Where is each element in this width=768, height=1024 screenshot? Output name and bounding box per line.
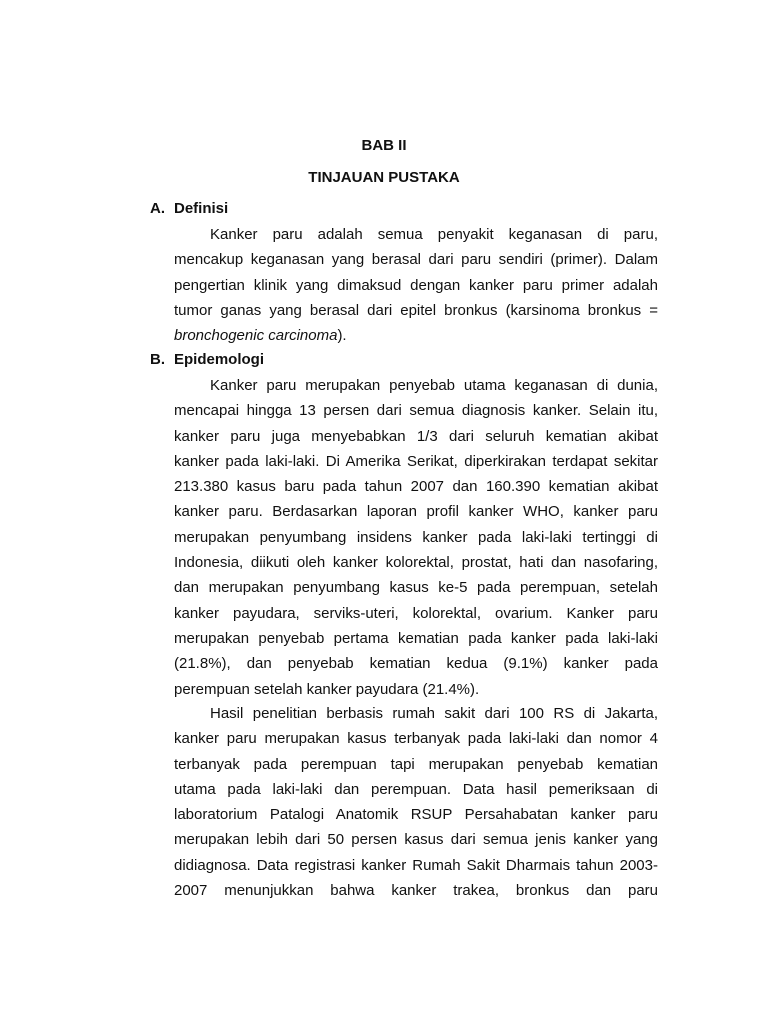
paragraph-line: utama pada laki-laki dan perempuan. Data hasil pemeriksaan di <box>174 780 658 798</box>
paragraph-line: merupakan penyumbang insidens kanker pada laki-laki tertinggi di <box>174 528 658 546</box>
paragraph-definisi <box>174 222 658 348</box>
chapter-number: BAB II <box>361 137 407 154</box>
paragraph-line: (21.8%), dan penyebab kematian kedua (9.1%) kanker pada <box>174 655 658 673</box>
chapter-title: TINJAUAN PUSTAKA <box>308 169 460 186</box>
paragraph-line: laboratorium Patalogi Anatomik RSUP Persahabatan kanker paru <box>174 806 658 824</box>
paragraph-line: perempuan setelah kanker payudara (21.4%). <box>174 680 480 698</box>
section-heading-definisi <box>150 199 228 219</box>
paragraph-line: dan merupakan penyumbang kasus ke-5 pada perempuan, setelah <box>174 579 658 597</box>
paragraph-line: Indonesia, diikuti oleh kanker kolorektal, prostat, hati dan nasofaring, <box>174 554 658 572</box>
paragraph-line: Kanker paru adalah semua penyakit keganasan di paru, <box>210 226 658 243</box>
paragraph-line <box>174 323 658 348</box>
paragraph-line: kanker paru juga menyebabkan 1/3 dari seluruh kematian akibat <box>174 427 658 445</box>
paragraph-epidemologi-1 <box>174 373 658 702</box>
paragraph-line: mencakup keganasan yang berasal dari paru sendiri (primer). Dalam <box>174 251 658 269</box>
paragraph-line: mencapai hingga 13 persen dari semua diagnosis kanker. Selain itu, <box>174 402 658 420</box>
paragraph-line: 213.380 kasus baru pada tahun 2007 dan 160.390 kematian akibat <box>174 478 658 496</box>
paragraph-line: Kanker paru merupakan penyebab utama keganasan di dunia, <box>210 377 658 394</box>
paragraph-line: kanker payudara, serviks-uteri, kolorektal, ovarium. Kanker paru <box>174 604 658 622</box>
section-title: Epidemologi <box>174 351 264 368</box>
paragraph-line: kanker paru. Berdasarkan laporan profil kanker WHO, kanker paru <box>174 503 658 521</box>
section-letter: A. <box>150 200 165 217</box>
italic-term: bronchogenic carcinoma <box>174 327 338 345</box>
paragraph-line: 2007 menunjukkan bahwa kanker trakea, bronkus dan paru <box>174 882 658 900</box>
section-title: Definisi <box>174 200 229 217</box>
paragraph-line: didiagnosa. Data registrasi kanker Rumah Sakit Dharmais tahun 2003- <box>174 856 658 874</box>
paragraph-line: terbanyak pada perempuan tapi merupakan penyebab kematian <box>174 755 658 773</box>
paragraph-line: kanker paru merupakan kasus terbanyak pada laki-laki dan nomor 4 <box>174 730 658 748</box>
line-tail: ). <box>337 327 347 345</box>
paragraph-line: Hasil penelitian berbasis rumah sakit dari 100 RS di Jakarta, <box>210 705 658 722</box>
paragraph-epidemologi-2 <box>174 701 658 903</box>
section-heading-epidemologi <box>150 350 264 370</box>
paragraph-line: pengertian klinik yang dimaksud dengan kanker paru primer adalah <box>174 276 658 294</box>
section-letter: B. <box>150 351 165 368</box>
paragraph-line: merupakan penyebab pertama kematian pada kanker pada laki-laki <box>174 629 658 647</box>
paragraph-line: tumor ganas yang berasal dari epitel bronkus (karsinoma bronkus = <box>174 301 658 319</box>
paragraph-line: merupakan lebih dari 50 persen kasus dari semua jenis kanker yang <box>174 831 658 849</box>
paragraph-line: kanker pada laki-laki. Di Amerika Serikat, diperkirakan terdapat sekitar <box>174 452 658 470</box>
